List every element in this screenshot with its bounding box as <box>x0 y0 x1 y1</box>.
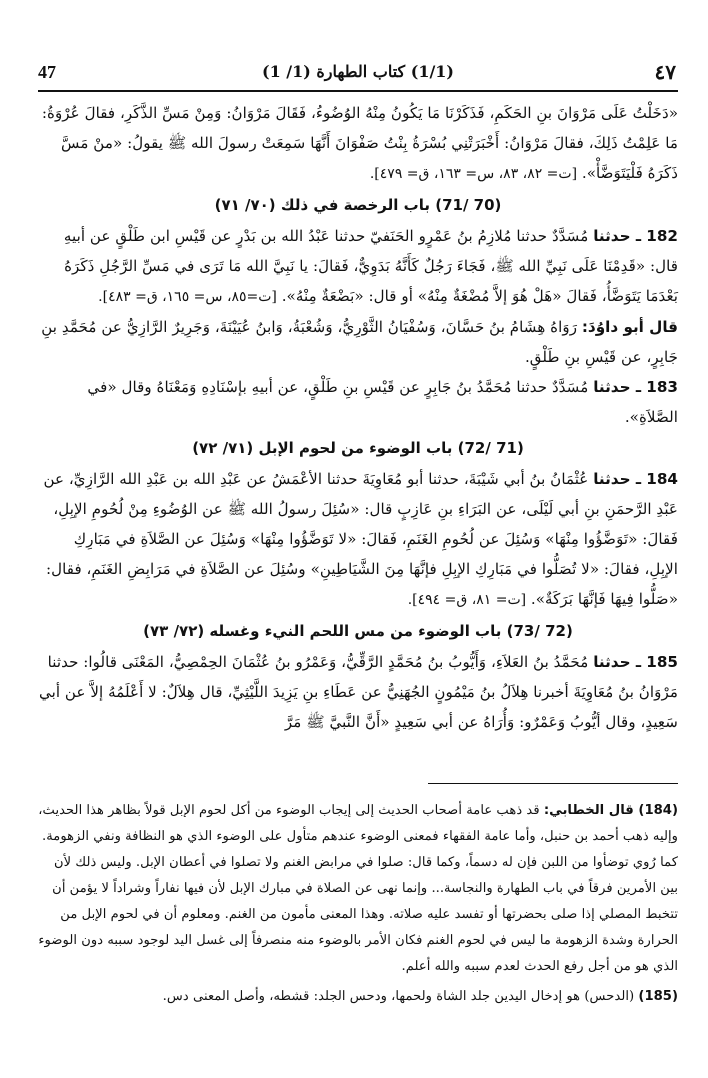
cross-reference: [ت= ٨٢، ٨٣، س= ١٦٣، ق= ٤٧٩]. <box>369 166 578 182</box>
chapter-title: باب الرخصة في ذلك (٧٠/ ٧١) <box>214 196 430 214</box>
chapter-heading <box>38 189 678 221</box>
main-text <box>38 98 678 737</box>
cross-reference: [ت=٨٥، س= ١٦٥، ق= ٤٨٣]. <box>98 289 277 305</box>
paragraph-text: رَوَاهُ هِشَامُ بنُ حَسَّانَ، وَسُفْيَانُ الثَّوْرِيُّ، وَشُعْبَةُ، وَابنُ عُيَيْنَةَ، وَجَرِيرٌ الرَّازِيُّ عن مُحَمَّدِ بنِ جَابِرٍ، عن قَيْسِ بنِ طَلْقٍ. <box>41 318 678 366</box>
chapter-heading <box>38 615 678 647</box>
paragraph-text: «دَخَلْتُ عَلَى مَرْوَانَ بنِ الحَكَمِ، فَذَكَرْنَا مَا يَكُونُ مِنْهُ الوُضُوءُ، فَقَالَ مَرْوَانُ: وَمِنْ مَسِّ الذَّكَرِ، فقالَ عُرْوَةُ: مَا عَلِمْتُ ذَلِكَ، فقالَ مَرْوَانُ: أَخْبَرَتْنِي بُسْرَةُ بِنْتُ صَفْوَانَ أَنَّهَا سَمِعَتْ رسولَ الله ﷺ يقولُ: «منْ مَسَّ ذَكَرَهُ فَلْيَتَوَضَّأْ». <box>41 104 678 182</box>
paragraph-text: عُثْمَانُ بنُ أبي شَيْبَةَ، حدثنا أبو مُعَاوِيَةَ حدثنا الأعْمَشُ عن عَبْدِ الله بن عَبْدِ الله الرَّازِيِّ، عن عَبْدِ الرَّحمَنِ بنِ أبي لَيْلَى، عن البَرَاءِ بنِ عَازِبٍ قال: «سُئِلَ رسولُ الله ﷺ عن الوُضُوءِ مِنْ لُحُومِ الإبِلِ، فَقالَ: «تَوَضَّؤُوا مِنْهَا» وَسُئِلَ عن لُحُومِ الغَنَمِ، فَقالَ: «لا تَوَضَّؤُوا مِنْهَا» وَسُئِلَ عن الصَّلاَةِ في مَبَارِكِ الإبِلِ، فقالَ: «لا تُصَلُّوا في مَبَارِكِ الإبِلِ فإنَّهَا مِنَ الشَّيَاطِينِ» وسُئِلَ عن الصَّلاَةِ في مَرَابِضِ الغَنَمِ، فقال: «صَلُّوا فِيهَا فَإنَّهَا بَرَكَةٌ». <box>43 470 678 608</box>
chapter-title: باب الوضوء من مس اللحم النيء وغسله (٧٢/ ٧٣) <box>143 622 502 640</box>
hadith-182 <box>38 221 678 312</box>
page-header <box>38 50 678 94</box>
paragraph-text: مُسَدَّدٌ حدثنا مُلازِمُ بنُ عَمْرٍو الحَنَفيّ حدثنا عَبْدُ الله بن بَدْرٍ عن قَيْسِ ابن طَلْقٍ عن أبيهِ قال: «قَدِمْنَا عَلَى نَبِيِّ الله ﷺ، فَجَاءَ رَجُلٌ كَأَنَّهُ بَدَوِيٌّ، فَقالَ: يا نَبِيَّ الله مَا تَرَى في مَسِّ الرَّجُلِ ذَكَرَهُ بَعْدَمَا يَتَوَضَّأُ، فَقالَ «هَلْ هُوَ إلاَّ مُضْغَةٌ مِنْهُ» أو قال: «بَضْعَةٌ مِنْهُ». <box>63 227 678 305</box>
footnote-text: (الدحس) هو إدخال اليدين جلد الشاة ولحمها، ودحس الجلد: قشطه، وأصل المعنى دس. <box>162 989 635 1004</box>
comment-lead: قال أبو داوُدَ: <box>581 318 678 336</box>
hadith-184 <box>38 464 678 615</box>
page-number-arabic: ٤٧ <box>654 60 676 84</box>
paragraph-text: مُسَدَّدٌ حدثنا مُحَمَّدُ بنُ جَابِرٍ عن قَيْسِ بنِ طَلْقٍ، عن أبيهِ بإسْنَادِهِ وَمَعْنَاهُ وقال «في الصَّلاَةِ». <box>87 378 678 426</box>
page-number-latin: 47 <box>38 62 56 82</box>
footnote-184 <box>38 798 678 980</box>
hadith-185 <box>38 647 678 737</box>
hadith-text-continued <box>38 98 678 189</box>
chapter-number: (72 /73) <box>506 622 573 640</box>
footnote-separator <box>428 783 678 784</box>
header-divider <box>38 90 678 92</box>
hadith-183 <box>38 372 678 432</box>
hadith-lead: 182 ـ حدثنا <box>593 227 678 245</box>
chapter-title: باب الوضوء من لحوم الإبل (٧١/ ٧٢) <box>192 439 453 457</box>
hadith-lead: 183 ـ حدثنا <box>593 378 678 396</box>
footnotes <box>38 798 678 1014</box>
book-page <box>38 50 678 1060</box>
abu-dawud-comment <box>38 312 678 372</box>
chapter-number: (71 /72) <box>457 439 524 457</box>
running-title: (1/1) كتاب الطهارة (1/ 1) <box>261 62 454 81</box>
footnote-label: (184) قال الخطابي: <box>543 803 678 818</box>
chapter-heading <box>38 432 678 464</box>
footnote-label: (185) <box>638 989 678 1004</box>
footnote-185 <box>38 984 678 1010</box>
cross-reference: [ت= ٨١، ق= ٤٩٤]. <box>407 592 527 608</box>
paragraph-text: مُحَمَّدُ بنُ العَلاَءِ، وَأَيُّوبُ بنُ مُحَمَّدٍ الرَّقِّيُّ، وَعَمْرُو بنُ عُثْمَانَ الحِمْصِيُّ، المَعْنَى قالُوا: حدثنا مَرْوَانُ بنُ مُعَاوِيَةَ أخبرنا هِلاَلُ بنُ مَيْمُونٍ الجُهَنِيُّ عن عَطَاءِ بنِ يَزِيدَ اللَّيْثِيِّ، قال هِلاَلٌ: لا أَعْلَمُهُ إلاَّ عن أبي سَعِيدٍ، وقال أيُّوبُ وَعَمْرٌو: وَأُرَاهُ عن أبي سَعِيدٍ «أَنَّ النَّبيَّ ﷺ مَرَّ <box>39 653 678 731</box>
chapter-number: (70 /71) <box>435 196 502 214</box>
hadith-lead: 185 ـ حدثنا <box>593 653 678 671</box>
footnote-text: قد ذهب عامة أصحاب الحديث إلى إيجاب الوضوء من أكل لحوم الإبل قولاً بظاهر هذا الحديث، وإليه ذهب أحمد بن حنبل، وأما عامة الفقهاء فمعنى الوضوء عندهم متأول على الوضوء الذي هو النظافة ونفي الزهومة. كما رُوي توضأوا من اللبن فإن له دسماً، وكما قال: صلوا في مرابض الغنم ولا تصلوا في أعطان الإبل. وليس ذلك لأن بين الأمرين فرقاً في باب الطهارة والنجاسة... وإنما نهى عن الصلاة في مبارك الإبل لأن فيها نفاراً وشراداً لا يؤمن أن تتخبط المصلي إذا صلى بحضرتها أو تفسد عليه صلاته. وهذا المعنى مأمون من الغنم. ومعلوم أن في لحوم الإبل من الحرارة وشدة الزهومة ما ليس في لحوم الغنم فكان الأمر بالوضوء منه منصرفاً إلى غسل اليد لوجود سببه دون الوضوء الذي هو من أجل رفع الحدث لعدم سببه والله أعلم. <box>38 803 678 974</box>
hadith-lead: 184 ـ حدثنا <box>593 470 678 488</box>
